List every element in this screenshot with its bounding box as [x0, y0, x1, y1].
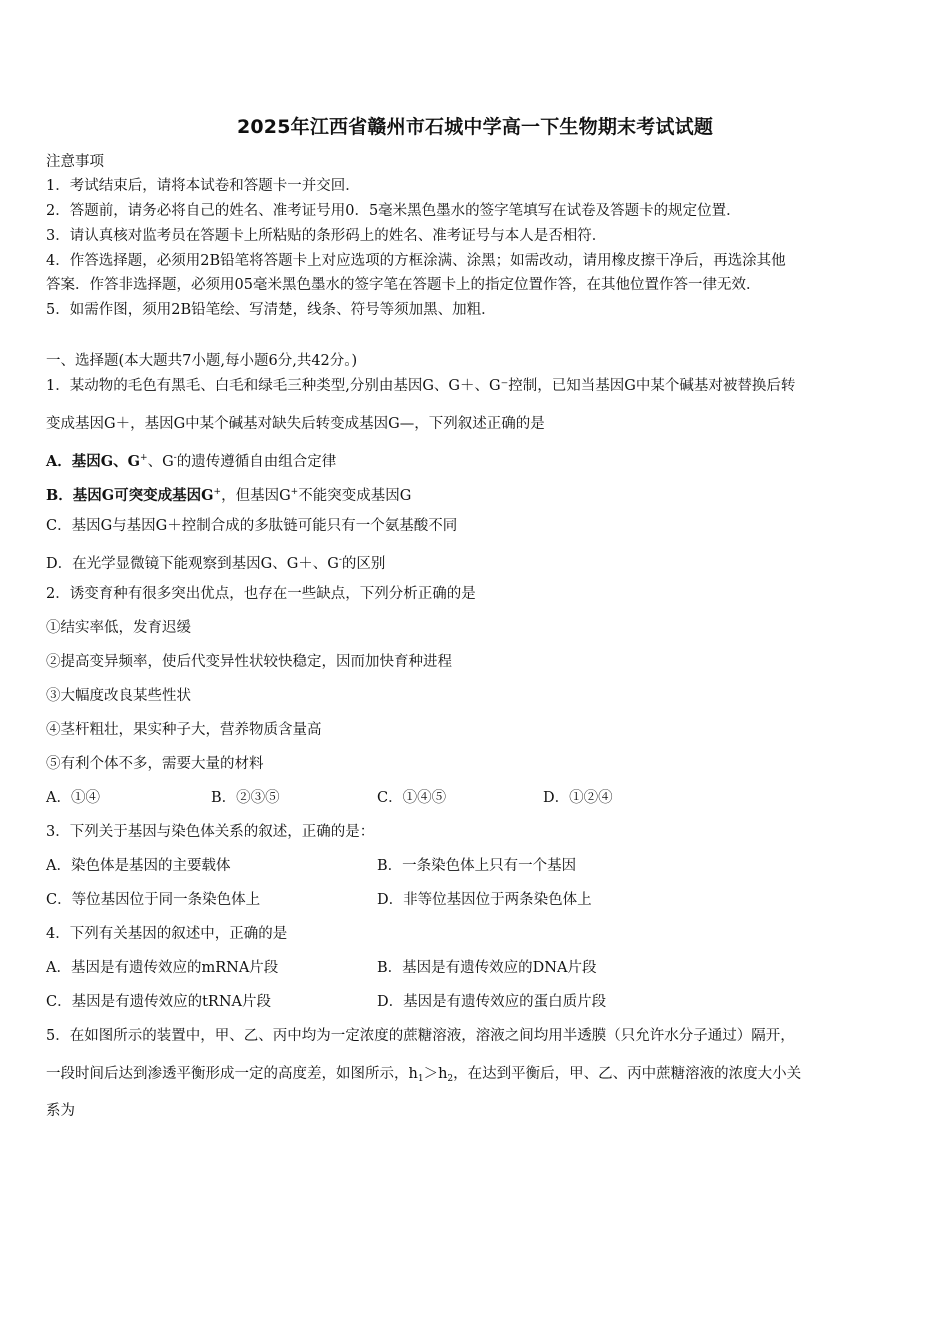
section-heading: 一、选择题(本大题共7小题,每小题6分,共42分。): [46, 353, 358, 369]
q1-option-b: B．基因G可突变成基因G+，但基因G+不能突变成基因G: [46, 487, 412, 504]
q2-option-c: C．①④⑤: [377, 790, 447, 806]
q4-option-c: C．基因是有遗传效应的tRNA片段: [46, 994, 271, 1010]
q1-option-a: A．基因G、G+、G-的遗传遵循自由组合定律: [46, 453, 337, 470]
q1-option-d: D．在光学显微镜下能观察到基因G、G＋、G-的区别: [46, 555, 386, 572]
q1-option-c: C．基因G与基因G＋控制合成的多肽链可能只有一个氨基酸不同: [46, 518, 458, 534]
q2-item: ①结实率低，发育迟缓: [46, 620, 191, 636]
q3-option-d: D．非等位基因位于两条染色体上: [377, 892, 592, 908]
q1-stem-line2: 变成基因G＋，基因G中某个碱基对缺失后转变成基因G—，下列叙述正确的是: [46, 416, 545, 432]
q5-stem-line2: 一段时间后达到渗透平衡形成一定的高度差，如图所示，$h_1>h_2$，在达到平衡后，甲、乙、丙中蔗糖溶液的浓度大小关: [46, 1066, 802, 1084]
q2-item: ⑤有利个体不多，需要大量的材料: [46, 756, 264, 772]
notice-item: 答案．作答非选择题，必须用05毫米黑色墨水的签字笔在答题卡上的指定位置作答，在其他位置作答一律无效．: [46, 277, 761, 293]
q3-stem: 3．下列关于基因与染色体关系的叙述，正确的是：: [46, 824, 375, 840]
q2-item: ④茎杆粗壮，果实种子大，营养物质含量高: [46, 722, 322, 738]
notice-item: 3．请认真核对监考员在答题卡上所粘贴的条形码上的姓名、准考证号与本人是否相符．: [46, 228, 607, 244]
q2-item: ③大幅度改良某些性状: [46, 688, 191, 704]
q5-stem-line3: 系为: [46, 1103, 75, 1119]
q2-option-b: B．②③⑤: [211, 790, 280, 806]
notice-item: 2．答题前，请务必将自己的姓名、准考证号用0．5毫米黑色墨水的签字笔填写在试卷及答题卡的规定位置．: [46, 203, 741, 219]
notice-item: 4．作答选择题，必须用2B铅笔将答题卡上对应选项的方框涂满、涂黑；如需改动，请用橡皮擦干净后，再选涂其他: [46, 253, 786, 269]
notice-item: 5．如需作图，须用2B铅笔绘、写清楚，线条、符号等须加黑、加粗．: [46, 302, 496, 318]
q3-option-c: C．等位基因位于同一条染色体上: [46, 892, 261, 908]
q2-item: ②提高变异频率，使后代变异性状较快稳定，因而加快育种进程: [46, 654, 452, 670]
q2-stem: 2．诱变育种有很多突出优点，也存在一些缺点，下列分析正确的是: [46, 586, 476, 602]
q4-stem: 4．下列有关基因的叙述中，正确的是: [46, 926, 288, 942]
q4-option-d: D．基因是有遗传效应的蛋白质片段: [377, 994, 607, 1010]
q2-option-a: A．①④: [46, 790, 100, 806]
q3-option-b: B．一条染色体上只有一个基因: [377, 858, 577, 874]
notice-item: 1．考试结束后，请将本试卷和答题卡一并交回．: [46, 178, 360, 194]
notice-heading: 注意事项: [46, 154, 104, 170]
q1-stem-line1: 1．某动物的毛色有黑毛、白毛和绿毛三种类型,分别由基因G、G＋、G⁻控制，已知当基因G中某个碱基对被替换后转: [46, 378, 796, 394]
page-title: 2025年江西省赣州市石城中学高一下生物期末考试试题: [236, 116, 714, 138]
q2-option-d: D．①②④: [543, 790, 613, 806]
q4-option-b: B．基因是有遗传效应的DNA片段: [377, 960, 597, 976]
q5-stem-line1: 5．在如图所示的装置中，甲、乙、丙中均为一定浓度的蔗糖溶液，溶液之间均用半透膜（只允许水分子通过）隔开，: [46, 1028, 795, 1044]
q4-option-a: A．基因是有遗传效应的mRNA片段: [46, 960, 279, 976]
q3-option-a: A．染色体是基因的主要载体: [46, 858, 231, 874]
